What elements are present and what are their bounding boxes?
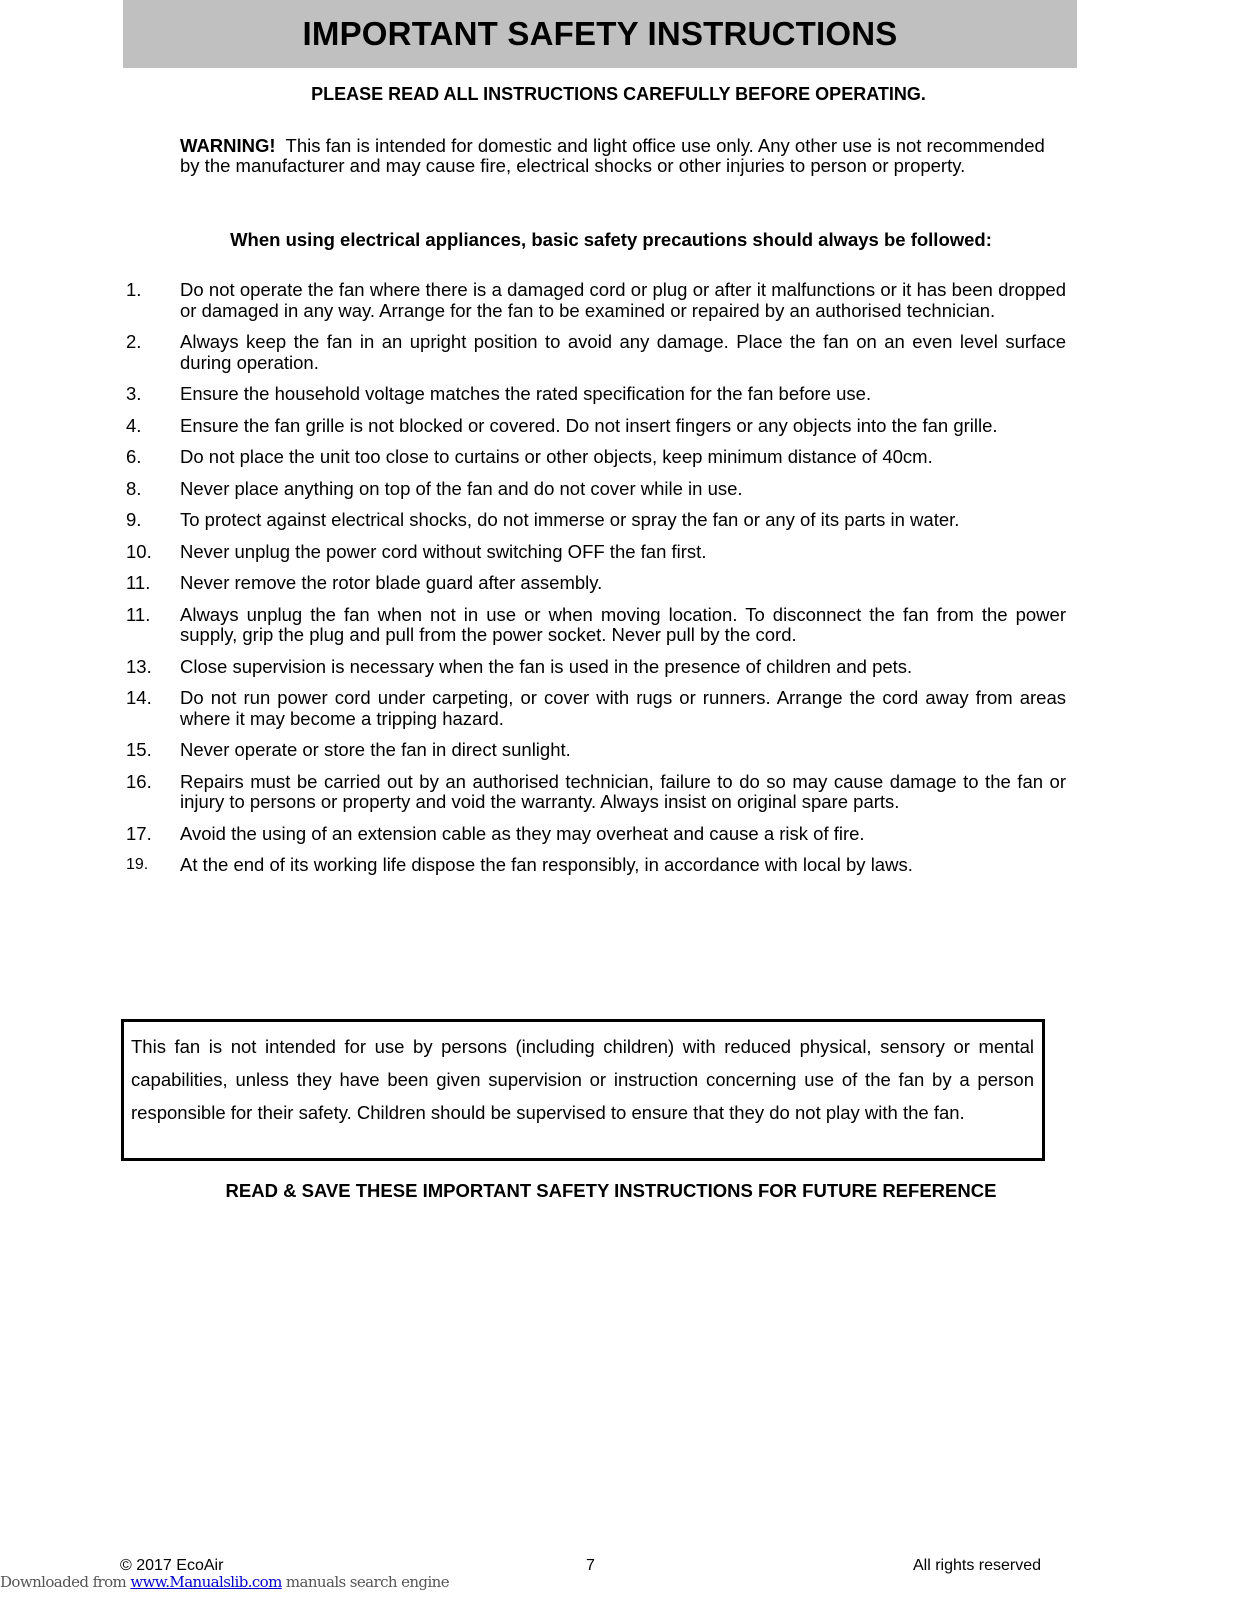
item-number: 1. (126, 279, 142, 300)
list-item (126, 542, 1066, 563)
item-number: 15. (126, 739, 152, 760)
list-item (126, 447, 1066, 468)
item-text: Never place anything on top of the fan and do not cover while in use. (180, 477, 743, 499)
precautions-heading: When using electrical appliances, basic safety precautions should always be followed: (230, 229, 992, 250)
download-banner (0, 1573, 449, 1591)
item-text: Never unplug the power cord without switching OFF the fan first. (180, 540, 707, 562)
item-text: Always keep the fan in an upright position to avoid any damage. Place the fan on an even level surface during operation. (180, 331, 1066, 373)
item-number: 6. (126, 446, 142, 467)
item-text: Always unplug the fan when not in use or when moving location. To disconnect the fan from the power supply, grip the plug and pull from the power socket. Never pull by the cord. (180, 603, 1066, 645)
item-text: Close supervision is necessary when the fan is used in the presence of children and pets. (180, 655, 913, 677)
list-item (126, 740, 1066, 761)
footer-page-number: 7 (586, 1557, 595, 1574)
item-number: 4. (126, 414, 142, 436)
list-item (126, 384, 1066, 405)
item-number: 16. (126, 770, 152, 792)
item-number: 3. (126, 383, 142, 404)
list-item (126, 605, 1066, 646)
list-item (126, 280, 1066, 321)
item-text: To protect against electrical shocks, do not immerse or spray the fan or any of its parts in water. (180, 509, 960, 530)
list-item (126, 824, 1066, 845)
manualslib-link[interactable]: www.Manualslib.com (130, 1573, 282, 1591)
item-number: 10. (126, 540, 152, 562)
item-text: Ensure the household voltage matches the rated specification for the fan before use. (180, 383, 872, 404)
instruction-list (126, 280, 1066, 887)
item-text: Do not operate the fan where there is a damaged cord or plug or after it malfunctions or it has been dropped or damaged in any way. Arrange for the fan to be examined or repaired by an authorised technician. (180, 279, 1066, 321)
item-text: At the end of its working life dispose the fan responsibly, in accordance with local by laws. (180, 854, 913, 875)
item-number: 11. (126, 603, 151, 625)
item-text: Never operate or store the fan in direct sunlight. (180, 739, 571, 760)
item-text: Repairs must be carried out by an authorised technician, failure to do so may cause damage to the fan or injury to persons or property and void the warranty. Always insist on original spare parts. (180, 770, 1066, 812)
read-all-heading: PLEASE READ ALL INSTRUCTIONS CAREFULLY BEFORE OPERATING. (311, 84, 926, 104)
item-text: Do not run power cord under carpeting, or cover with rugs or runners. Arrange the cord away from areas where it may become a tripping hazard. (180, 687, 1066, 729)
item-number: 9. (126, 509, 142, 530)
item-number: 17. (126, 822, 152, 844)
item-text: Ensure the fan grille is not blocked or covered. Do not insert fingers or any objects into the fan grille. (180, 414, 998, 436)
list-item (126, 510, 1066, 531)
footer-rights: All rights reserved (913, 1557, 1042, 1574)
item-number: 2. (126, 331, 142, 352)
download-prefix: Downloaded from (0, 1573, 131, 1591)
item-number: 19. (126, 856, 149, 873)
list-item (126, 657, 1066, 678)
supervision-notice-box (121, 1019, 1045, 1161)
save-instructions-note: READ & SAVE THESE IMPORTANT SAFETY INSTRUCTIONS FOR FUTURE REFERENCE (225, 1180, 997, 1201)
list-item (126, 573, 1066, 594)
warning-label: WARNING! (180, 135, 276, 156)
list-item (126, 332, 1066, 373)
download-suffix: manuals search engine (281, 1573, 449, 1591)
title-banner (123, 0, 1077, 68)
item-text: Do not place the unit too close to curtains or other objects, keep minimum distance of 40cm. (180, 446, 933, 467)
item-number: 13. (126, 655, 152, 677)
list-item (126, 855, 1066, 876)
page-title: IMPORTANT SAFETY INSTRUCTIONS (302, 15, 898, 52)
list-item (126, 772, 1066, 813)
warning-text: This fan is intended for domestic and light office use only. Any other use is not recommended by the manufacturer and may cause fire, electrical shocks or other injuries to person or property. (180, 135, 1045, 176)
supervision-notice-text: This fan is not intended for use by persons (including children) with reduced physical, sensory or mental capabilities, unless they have been given supervision or instruction concerning use of the fan by a person responsible for their safety. Children should be supervised to ensure that they do not play with the fan. (131, 1036, 1034, 1123)
item-number: 8. (126, 477, 142, 499)
item-number: 11. (126, 572, 151, 593)
item-number: 14. (126, 687, 152, 708)
item-text: Never remove the rotor blade guard after assembly. (180, 572, 603, 593)
list-item (126, 688, 1066, 729)
footer-copyright: © 2017 EcoAir (120, 1557, 224, 1574)
list-item (126, 479, 1066, 500)
warning-paragraph (180, 136, 1050, 176)
item-text: Avoid the using of an extension cable as they may overheat and cause a risk of fire. (180, 822, 865, 844)
list-item (126, 416, 1066, 437)
